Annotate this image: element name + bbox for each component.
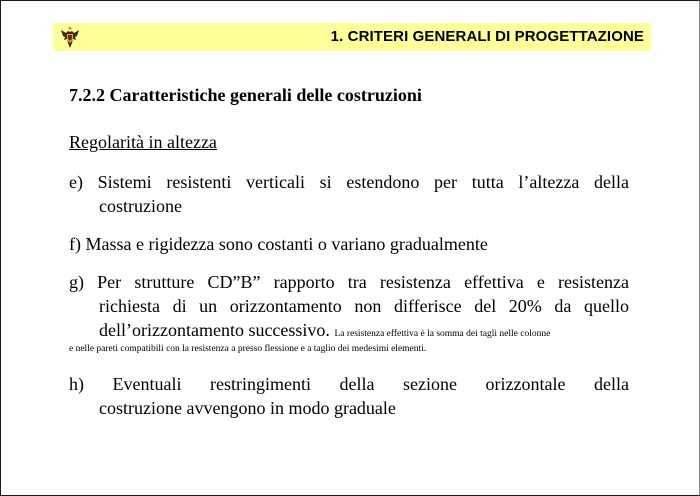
- subheading: Regolarità in altezza: [69, 132, 217, 152]
- item-g-note-1: La resistenza effettiva è la somma dei tagli nelle colonne: [334, 329, 551, 339]
- item-g-line-3: [69, 318, 629, 342]
- item-h-line-2: costruzione avvengono in modo graduale: [99, 398, 396, 418]
- item-e-line-1: e) Sistemi resistenti verticali si estendono per tutta l’altezza della: [69, 172, 629, 192]
- list-item-h: [69, 372, 629, 420]
- item-e-line-2: costruzione: [99, 196, 182, 216]
- list-item-f: [69, 232, 629, 256]
- header-title: 1. CRITERI GENERALI DI PROGETTAZIONE: [330, 28, 644, 45]
- item-g-note-2: e nelle pareti compatibili con la resistenza a presso flessione e a taglio dei medesimi elementi.: [69, 344, 427, 354]
- item-g-line-1: g) Per strutture CD”B” rapporto tra resistenza effettiva e resistenza: [69, 272, 629, 292]
- eagle-crest-icon: [58, 24, 82, 50]
- item-g-line-2: richiesta di un orizzontamento non differisce del 20% da quello: [99, 296, 629, 316]
- list-item-e: [69, 170, 629, 218]
- item-g-line-3-text: dell’orizzontamento successivo.: [99, 320, 330, 340]
- list-item-g: [69, 270, 629, 356]
- item-h-line-1: h) Eventuali restringimenti della sezione orizzontale della: [69, 374, 629, 394]
- section-title: 7.2.2 Caratteristiche generali delle costruzioni: [69, 85, 422, 105]
- item-f-line-1: f) Massa e rigidezza sono costanti o variano gradualmente: [69, 234, 488, 254]
